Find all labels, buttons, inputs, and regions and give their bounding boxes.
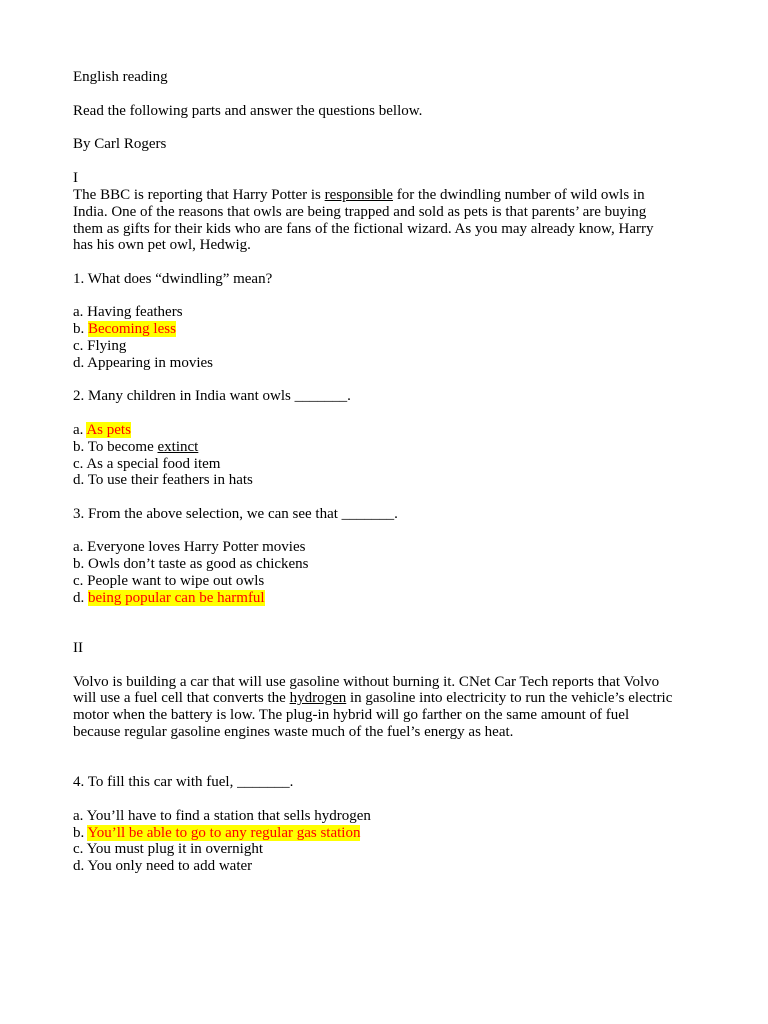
answer-option: d. Appearing in movies	[73, 355, 213, 371]
answer-option: a. You’ll have to find a station that sells hydrogen	[73, 808, 371, 824]
highlighted-answer: being popular can be harmful	[88, 590, 265, 606]
answer-option: a. Having feathers	[73, 304, 183, 320]
option-prefix: b. To become	[73, 439, 158, 455]
question-text: 2. Many children in India want owls _______.	[73, 388, 351, 404]
author-line: By Carl Rogers	[73, 136, 167, 152]
passage-text: will use a fuel cell that converts the	[73, 690, 290, 706]
section-numeral: I	[73, 170, 78, 186]
underlined-word: responsible	[324, 187, 393, 203]
highlighted-answer: As pets	[86, 422, 131, 438]
underlined-word: hydrogen	[289, 690, 347, 706]
passage-line: because regular gasoline engines waste much of the fuel’s energy as heat.	[73, 724, 514, 740]
answer-option: c. As a special food item	[73, 456, 221, 472]
passage-line: India. One of the reasons that owls are being trapped and sold as pets is that parents’ are buying	[73, 204, 647, 220]
passage-line: them as gifts for their kids who are fans of the fictional wizard. As you may already know, Harry	[73, 221, 654, 237]
answer-option: d. You only need to add water	[73, 858, 253, 874]
question-text: 1. What does “dwindling” mean?	[73, 271, 273, 287]
answer-option-correct	[73, 590, 265, 607]
answer-option: a. Everyone loves Harry Potter movies	[73, 539, 306, 555]
answer-option-correct	[73, 825, 360, 842]
passage-line	[73, 690, 672, 707]
passage-line: has his own pet owl, Hedwig.	[73, 237, 251, 253]
answer-option: c. Flying	[73, 338, 127, 354]
passage-text: The BBC is reporting that Harry Potter is	[73, 187, 325, 203]
option-prefix: b.	[73, 321, 88, 337]
option-prefix: a.	[73, 422, 87, 438]
passage-line	[73, 187, 645, 204]
answer-option: c. You must plug it in overnight	[73, 841, 264, 857]
answer-option-correct	[73, 321, 176, 338]
answer-option: d. To use their feathers in hats	[73, 472, 253, 488]
highlighted-answer: Becoming less	[88, 321, 176, 337]
answer-option-correct	[73, 422, 131, 439]
passage-text: for the dwindling number of wild owls in	[392, 187, 645, 203]
option-prefix: b.	[73, 825, 88, 841]
instructions: Read the following parts and answer the questions bellow.	[73, 103, 423, 119]
document-title: English reading	[73, 69, 168, 85]
passage-line: motor when the battery is low. The plug-in hybrid will go farther on the same amount of fuel	[73, 707, 630, 723]
section-numeral: II	[73, 640, 83, 656]
question-text: 4. To fill this car with fuel, _______.	[73, 774, 294, 790]
question-text: 3. From the above selection, we can see that _______.	[73, 506, 398, 522]
highlighted-answer: You’ll be able to go to any regular gas station	[87, 825, 361, 841]
underlined-word: extinct	[157, 439, 199, 455]
answer-option: b. Owls don’t taste as good as chickens	[73, 556, 309, 572]
answer-option: c. People want to wipe out owls	[73, 573, 265, 589]
option-prefix: d.	[73, 590, 88, 606]
passage-line: Volvo is building a car that will use gasoline without burning it. CNet Car Tech reports that Volvo	[73, 674, 660, 690]
answer-option	[73, 439, 198, 456]
passage-text: in gasoline into electricity to run the vehicle’s electric	[346, 690, 673, 706]
